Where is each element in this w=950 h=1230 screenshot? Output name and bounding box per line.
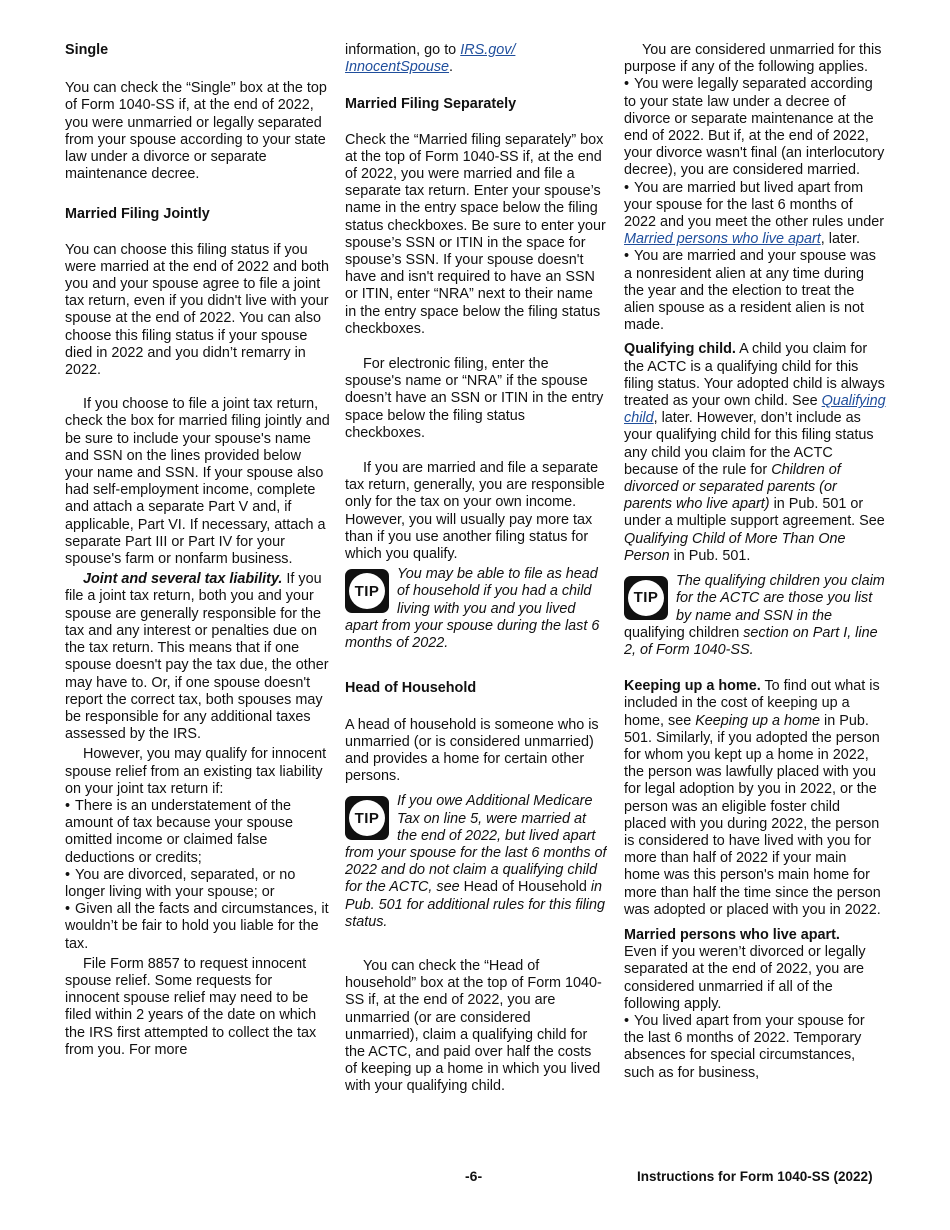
mfj-text-2: If you choose to file a joint tax return, check the box for married filing jointly and be sure to include your spouse's name and SSN on the lines provided below your name and SSN. If your spouse also had self-employment income, complete and attach a separate Part V and, if applicable, Part VI. If necessary, attach a separate Part III or Part IV for your spouse's farm or nonfarm business. [65, 396, 330, 568]
qualifying-child-lead: Qualifying child. [624, 341, 736, 358]
qc-part: Children of divorced or separated parents (or parents who live apart) [624, 461, 841, 513]
innocent-spouse-text: However, you may qualify for innocent spouse relief from an existing tax liability on your joint tax return if: [65, 746, 327, 797]
married-apart-text: Even if you weren’t divorced or legally separated at the end of 2022, you are considered unmarried if all of the following apply. [624, 944, 866, 1012]
tip-3-part: section on Part I, line 2, of Form 1040-SS. [624, 624, 878, 658]
tip-box-1 [345, 566, 607, 652]
qualifying-child-link[interactable]: Qualifying child [624, 393, 886, 427]
single-heading: Single [65, 42, 109, 58]
bullet-item: • Given all the facts and circumstances, it wouldn’t be fair to hold you liable for the tax. [65, 901, 330, 953]
single-text: You can check the “Single” box at the top of Form 1040-SS if, at the end of 2022, you were unmarried or legally separated from your spouse according to your state law under a divorce or separate maintenance decree. [65, 80, 327, 183]
kh-part: To find out what is included in the cost of keeping up a home, see [624, 678, 880, 729]
bullet-part: You are married but lived apart from your spouse for the last 6 months of 2022 and you meet the other rules under [624, 179, 885, 231]
tip-icon-label: TIP [628, 580, 664, 616]
bullet-item: • You are married and your spouse was a nonresident alien at any time during the year and the election to treat the alien spouse as a resident alien is not made. [624, 248, 886, 334]
tip-icon [624, 576, 668, 620]
form-8857-text: File Form 8857 to request innocent spouse relief. Some requests for innocent spouse relief may need to be filed within 2 years of the date on which the IRS first attempted to collect the tax from you. For more [65, 955, 317, 1058]
tip-box-2 [345, 793, 607, 931]
column-left [65, 42, 330, 1059]
qc-part: Qualifying Child of More Than One Person [624, 530, 846, 564]
married-persons-link[interactable]: Married persons who live apart [624, 231, 821, 248]
qualifying-child-paragraph [624, 341, 886, 565]
married-apart-heading: Married persons who live apart. [624, 926, 840, 943]
kh-part: in Pub. 501. Similarly, if you adopted the person for whom you kept up a home in 2022, the person was lawfully placed with you for legal adoption by you in 2022, or the person was an eligible foster child placed with you during 2022, the person is considered to have lived with you for more than half of 2022 if your main home was this person's main home for more than half the time since the person was adopted or placed with you in 2022. [624, 712, 881, 918]
hoh-heading: Head of Household [345, 680, 477, 697]
column-right [624, 42, 886, 1082]
keeping-home-lead: Keeping up a home. [624, 678, 761, 695]
bullet-part: , later. [820, 231, 860, 248]
form-title-footer: Instructions for Form 1040-SS (2022) [637, 1169, 873, 1184]
tip-icon-label: TIP [349, 573, 385, 609]
qc-part: in Pub. 501. [669, 547, 751, 564]
mfs-text-1: Check the “Married filing separately” box at the top of Form 1040-SS if, at the end of 2022, you were married and file a separate tax return. Enter your spouse’s name in the entry space below the filing status checkboxes. Be sure to enter your spouse’s SSN or ITIN in the space for spouse’s SSN. If your spouse doesn't have and isn't required to have an SSN or ITIN, enter “NRA” next to their name in the entry space below the filing status checkboxes. [345, 131, 606, 337]
info-suffix: . [449, 59, 454, 76]
mfs-text-3: If you are married and file a separate tax return, generally, you are responsible only for the tax on your own income. However, you will usually pay more tax than if you use another filing status for which you qualify. [345, 460, 605, 563]
kh-part: Keeping up a home [695, 712, 821, 729]
tip-3-part: The qualifying children you claim for the ACTC are those you list by name and SSN in the [676, 573, 885, 624]
tip-2-part: If you owe Additional Medicare Tax on line 5, were married at the end of 2022, but lived apart from your spouse for the last 6 months of 2022 and do not claim a qualifying child for the ACTC, see [345, 793, 607, 896]
qc-part: A child you claim for the ACTC is a qualifying child for this filing status. Your adopted child is always treated as your own child. See [624, 341, 885, 410]
bullet-item: • You are divorced, separated, or no longer living with your spouse; or [65, 867, 330, 901]
qc-part: in Pub. 501 or under a multiple support agreement. See [624, 496, 885, 530]
tip-3-part: qualifying children [624, 624, 740, 641]
unmarried-text: You are considered unmarried for this purpose if any of the following applies. [624, 42, 882, 76]
joint-liability-lead: Joint and several tax liability. [83, 571, 283, 588]
info-prefix: information, go to [345, 42, 461, 58]
mfs-heading: Married Filing Separately [345, 96, 517, 113]
qc-part: , later. However, don’t include as your qualifying child for this filing status any child you claim for the ACTC because of the rule for [624, 410, 874, 478]
innocent-spouse-link[interactable]: IRS.gov/ InnocentSpouse [345, 42, 516, 76]
mfj-text-1: You can choose this filing status if you were married at the end of 2022 and both you and your spouse agree to file a joint tax return, even if you didn't live with your spouse at the end of 2022. You can also choose this filing status if your spouse died in 2022 and you didn’t remarry in 2022. [65, 241, 330, 379]
tip-icon [345, 569, 389, 613]
bullet-item: • You were legally separated according to your state law under a decree of divorce or separate maintenance at the end of 2022. But if, at the end of 2022, your divorce wasn't final (an interlocutory decree), you are considered married. [624, 76, 886, 179]
joint-liability-text: If you file a joint tax return, both you and your spouse are generally responsible for the tax and any interest or penalties due on the tax return. This means that if one spouse doesn't pay the tax due, the other may have to. Or, if one spouse doesn't report the correct tax, both spouses may be responsible for any additional taxes assessed by the IRS. [65, 571, 329, 743]
mfj-heading: Married Filing Jointly [65, 206, 210, 223]
bullet-item: • You lived apart from your spouse for the last 6 months of 2022. Temporary absences for special circumstances, such as for business, [624, 1013, 886, 1082]
bullet-item [624, 180, 886, 249]
innocent-spouse-info [345, 42, 607, 76]
tip-box-3 [624, 573, 886, 659]
tip-2-part: Head of Household [463, 879, 587, 896]
tip-icon-label: TIP [349, 800, 385, 836]
column-middle [345, 42, 607, 1096]
joint-liability-paragraph [65, 571, 330, 743]
tip-2-part: in Pub. 501 for additional rules for this filing status. [345, 879, 605, 930]
tip-1-text: You may be able to file as head of household if you had a child living with you and you lived apart from your spouse during the last 6 months of 2022. [345, 566, 600, 652]
hoh-text-1: A head of household is someone who is unmarried (or is considered unmarried) and provides a home for certain other persons. [345, 716, 599, 785]
page-number: -6- [465, 1168, 483, 1184]
hoh-text-2: You can check the “Head of household” box at the top of Form 1040-SS if, at the end of 2022, you are unmarried (or are considered unmarried), claim a qualifying child for the ACTC, and paid over half the costs of keeping up a home in which you lived with your qualifying child. [345, 957, 602, 1095]
tip-icon [345, 796, 389, 840]
bullet-item: • There is an understatement of the amount of tax because your spouse omitted income or claimed false deductions or credits; [65, 798, 330, 867]
mfs-text-2: For electronic filing, enter the spouse's name or “NRA” if the spouse doesn’t have an SSN or ITIN in the entry space below the filing status checkboxes. [345, 356, 604, 441]
keeping-home-paragraph [624, 678, 886, 919]
